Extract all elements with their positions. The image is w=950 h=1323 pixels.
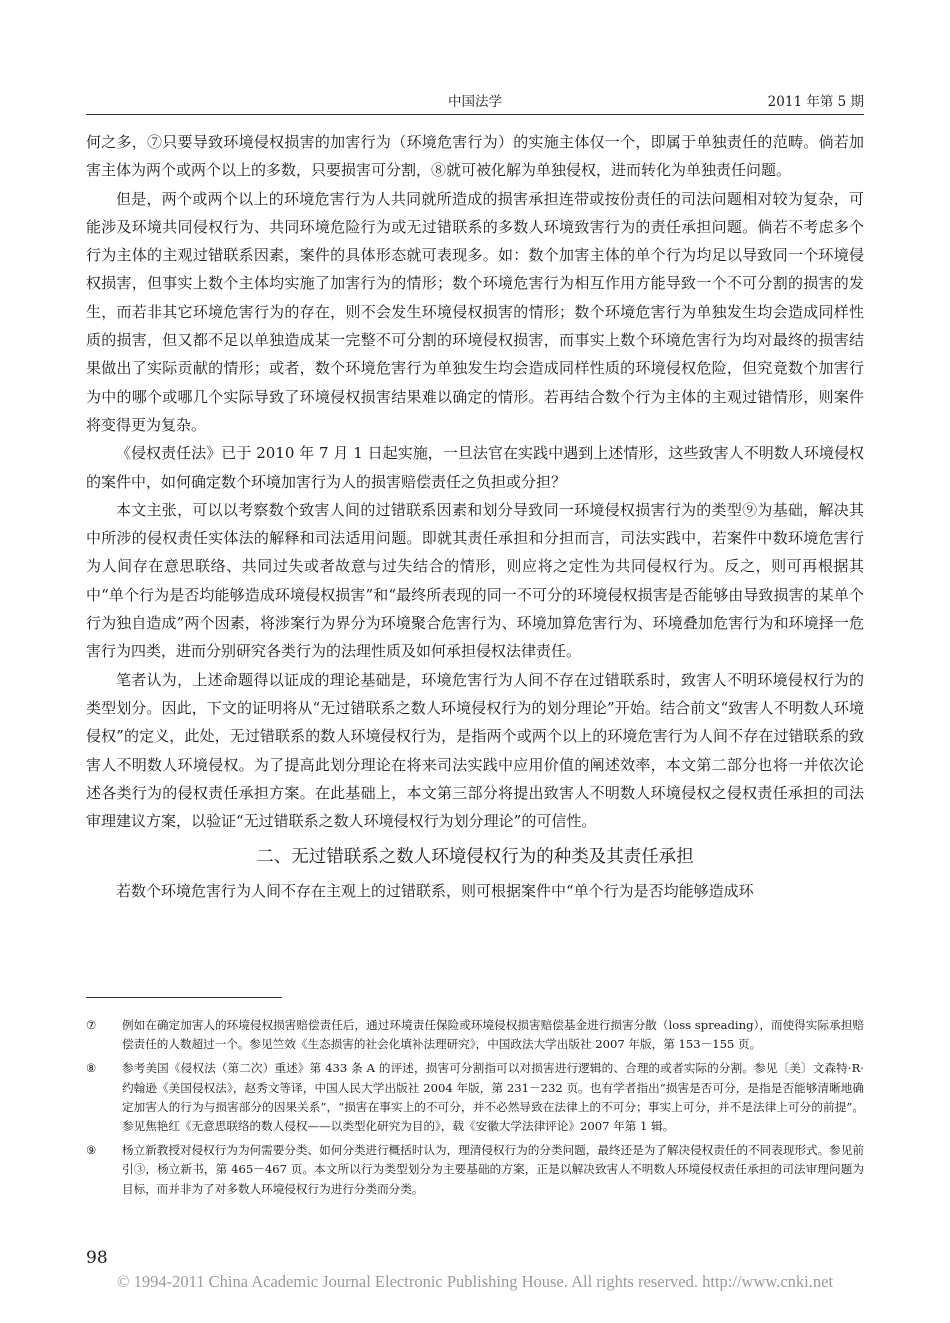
footnote-mark: ⑦ <box>86 1018 97 1032</box>
footnote <box>86 1059 864 1136</box>
paragraph: 但是，两个或两个以上的环境危害行为人共同就所造成的损害承担连带或按份责任的司法问题相对较为复杂，可能涉及环境共同侵权行为、共同环境危险行为或无过错联系的多数人环境致害行为的责任承担问题。倘若不考虑多个行为主体的主观过错联系因素，案件的具体形态就可表现多。如：数个加害主体的单个行为均足以导致同一个环境侵权损害，但事实上数个主体均实施了加害行为的情形；数个环境危害行为相互作用方能导致一个不可分割的损害的发生，而若非其它环境危害行为的存在，则不会发生环境侵权损害的情形；数个环境危害行为单独发生均会造成同样性质的损害，但又都不足以单独造成某一完整不可分割的环境侵权损害，而事实上数个环境危害行为均对最终的损害结果做出了实际贡献的情形；或者，数个环境危害行为单独发生均会造成同样性质的环境侵权危险，但究竟数个加害行为中的哪个或哪几个实际导致了环境侵权损害结果难以确定的情形。若再结合数个行为主体的主观过错情形，则案件将变得更为复杂。 <box>86 189 864 434</box>
footnote <box>86 1141 864 1199</box>
footnote-divider <box>86 997 282 998</box>
footnotes <box>86 1016 864 1204</box>
issue-number: 2011 年第 5 期 <box>767 94 864 110</box>
paragraph: 本文主张，可以以考察数个致害人间的过错联系因素和划分导致同一环境侵权损害行为的类型⑨为基础，解决其中所涉的侵权责任实体法的解释和司法适用问题。即就其责任承担和分担而言，司法实践中，若案件中数环境危害行为人间存在意思联络、共同过失或者故意与过失结合的情形，则应将之定性为共同侵权行为。反之，则可再根据其中“单个行为是否均能够造成环境侵权损害”和“最终所表现的同一不可分的环境侵权损害是否能够由导致损害的某单个行为独自造成”两个因素，将涉案行为界分为环境聚合危害行为、环境加算危害行为、环境叠加危害行为和环境择一危害行为四类，进而分别研究各类行为的法理性质及如何承担侵权法律责任。 <box>86 500 864 661</box>
section-heading: 二、无过错联系之数人环境侵权行为的种类及其责任承担 <box>256 847 694 868</box>
footnote <box>86 1016 864 1054</box>
footnote-text: 参考美国《侵权法（第二次）重述》第 433 条 A 的评述，损害可分割指可以对损害进行逻辑的、合理的或者实际的分割。参见〔美〕文森特·R·约翰逊《美国侵权法》，赵秀文等译，中国人民大学出版社 2004 年版，第 231－232 页。也有学者指出“损害是否可分，是指是否能够清晰地确定加害人的行为与损害部分的因果关系”，“损害在事实上的不可分，并不必然导致在法律上的不可分；事实上可分，并不是法律上可分的前提”。参见焦艳红《无意思联络的数人侵权——以类型化研究为目的》，载《安徽大学法律评论》2007 年第 1 辑。 <box>122 1061 864 1134</box>
footnote-mark: ⑨ <box>86 1143 97 1158</box>
paragraph-continued: 何之多，⑦只要导致环境侵权损害的加害行为（环境危害行为）的实施主体仅一个，即属于单独责任的范畴。倘若加害主体为两个或两个以上的多数，只要损害可分割，⑧就可被化解为单独侵权，进而转化为单独责任问题。 <box>86 133 864 180</box>
footnote-text: 例如在确定加害人的环境侵权损害赔偿责任后，通过环境责任保险或环境侵权损害赔偿基金进行损害分散（loss spreading），而使得实际承担赔偿责任的人数超过一个。参见竺效《生态损害的社会化填补法理研究》，中国政法大学出版社 2007 年版，第 153－155 页。 <box>122 1018 864 1052</box>
footnote-text: 杨立新教授对侵权行为为何需要分类、如何分类进行概括时认为，理清侵权行为的分类问题，最终还是为了解决侵权责任的不同表现形式。参见前引③，杨立新书，第 465－467 页。本文所以行为类型划分为主要基础的方案，正是以解决致害人不明数人环境侵权责任承担的司法审理问题为目标，而并非为了对多数人环境侵权行为进行分类而分类。 <box>122 1143 865 1196</box>
running-header <box>86 88 864 115</box>
paragraph: 笔者认为，上述命题得以证成的理论基础是，环境危害行为人间不存在过错联系时，致害人不明环境侵权行为的类型划分。因此，下文的证明将从“无过错联系之数人环境侵权行为的划分理论”开始。结合前文“致害人不明数人环境侵权”的定义，此处，无过错联系的数人环境侵权行为，是指两个或两个以上的环境危害行为人间不存在过错联系的致害人不明数人环境侵权。为了提高此划分理论在将来司法实践中应用价值的阐述效率，本文第二部分也将一并依次论述各类行为的侵权责任承担方案。在此基础上，本文第三部分将提出致害人不明数人环境侵权之侵权责任承担的司法审理建议方案，以验证“无过错联系之数人环境侵权行为划分理论”的可信性。 <box>86 670 864 831</box>
paragraph-last: 若数个环境危害行为人间不存在主观上的过错联系，则可根据案件中“单个行为是否均能够造成环 <box>116 882 754 901</box>
copyright-watermark: © 1994-2011 China Academic Journal Electronic Publishing House. All rights reserved. http://www.cnki.net <box>116 1272 834 1291</box>
paragraph: 《侵权责任法》已于 2010 年 7 月 1 日起实施，一旦法官在实践中遇到上述情形，这些致害人不明数人环境侵权的案件中，如何确定数个环境加害行为人的损害赔偿责任之负担或分担？ <box>86 444 864 491</box>
page-number: 98 <box>86 1248 108 1268</box>
journal-name: 中国法学 <box>448 94 502 110</box>
footnote-mark: ⑧ <box>86 1061 97 1076</box>
article-body <box>86 128 864 906</box>
